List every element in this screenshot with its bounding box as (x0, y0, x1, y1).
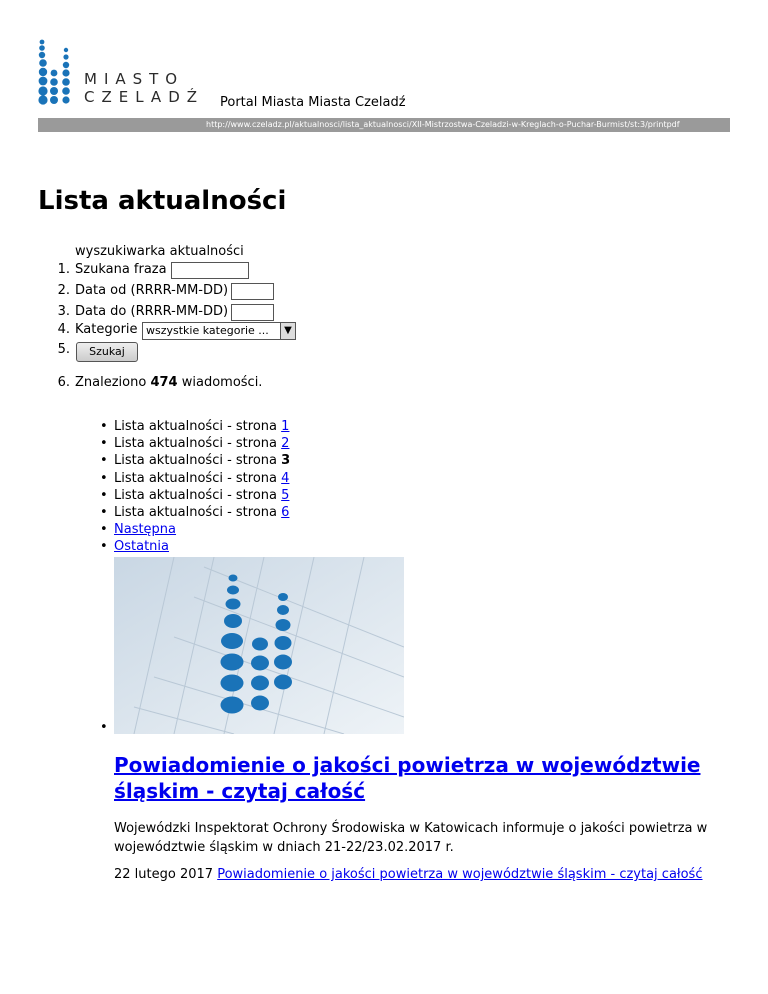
search-button[interactable]: Szukaj (76, 342, 138, 362)
list-number: 4. (57, 322, 70, 337)
category-select-value: wszystkie kategorie ... (146, 324, 269, 337)
page-link-5[interactable]: 5 (281, 487, 290, 503)
date-from-input[interactable] (231, 283, 274, 300)
date-from-label: Data od (RRRR-MM-DD) (75, 283, 229, 298)
results-text (75, 375, 262, 390)
next-page-link[interactable]: Następna (114, 522, 177, 538)
pagination-label: Lista aktualności - strona (114, 436, 278, 452)
logo-line-2: CZELADŹ (84, 88, 205, 106)
pagination-label: Lista aktualności - strona (114, 504, 278, 520)
results-count-value: 474 (150, 375, 178, 390)
results-suffix: wiadomości. (181, 375, 263, 390)
page-link-6[interactable]: 6 (281, 504, 290, 520)
article-lead: Wojewódzki Inspektorat Ochrony Środowiska w Katowicach informuje o jakości powietrza w województwie śląskim w dniach 21-22/23.02.2017 r. (114, 821, 708, 855)
pagination-label: Lista aktualności - strona (114, 419, 278, 434)
category-label: Kategorie (75, 322, 138, 337)
results-prefix: Znaleziono (75, 375, 147, 390)
search-phrase-input[interactable] (171, 262, 249, 279)
dropdown-arrow-icon: ▼ (280, 323, 295, 339)
city-logo-icon (38, 38, 78, 108)
last-page-link[interactable]: Ostatnia (114, 539, 169, 555)
category-select[interactable] (142, 322, 296, 340)
portal-title: Portal Miasta Miasta Czeladź (220, 95, 406, 110)
page-title: Lista aktualności (38, 186, 287, 216)
article-date: 22 lutego 2017 (114, 867, 214, 882)
pagination-label: Lista aktualności - strona (114, 453, 278, 469)
date-to-input[interactable] (231, 304, 274, 321)
search-phrase-label: Szukana fraza (75, 262, 167, 277)
list-number: 2. (57, 283, 70, 298)
current-page: 3 (281, 453, 291, 469)
page-link-2[interactable]: 2 (281, 436, 290, 452)
date-to-label: Data do (RRRR-MM-DD) (75, 304, 229, 319)
article-read-more-link[interactable]: Powiadomienie o jakości powietrza w województwie śląskim - czytaj całość (217, 867, 703, 882)
article-title (114, 752, 714, 804)
article-title-link[interactable]: Powiadomienie o jakości powietrza w województwie śląskim - czytaj całość (114, 753, 701, 803)
list-number: 1. (57, 262, 70, 277)
list-number: 3. (57, 304, 70, 319)
city-logo-image (114, 557, 404, 734)
page-link-1[interactable]: 1 (281, 419, 290, 434)
article-thumbnail[interactable] (114, 557, 404, 734)
page-link-4[interactable]: 4 (281, 470, 290, 486)
logo-line-1: MIASTO (84, 70, 185, 88)
article-meta (114, 865, 754, 884)
search-form-caption: wyszukiwarka aktualności (75, 244, 244, 259)
print-url-bar (38, 118, 730, 132)
logo-wordmark (84, 70, 204, 106)
pagination-label: Lista aktualności - strona (114, 487, 278, 503)
print-url: http://www.czeladz.pl/aktualnosci/lista_aktualnosci/XII-Mistrzostwa-Czeladzi-w-Kreglach-o-Puchar-Burmist/st:3/printpdf (206, 120, 680, 129)
pagination-label: Lista aktualności - strona (114, 470, 278, 486)
thumbnail-bullet: • (100, 720, 108, 735)
list-number: 6. (57, 375, 70, 390)
list-number: 5. (57, 342, 70, 357)
